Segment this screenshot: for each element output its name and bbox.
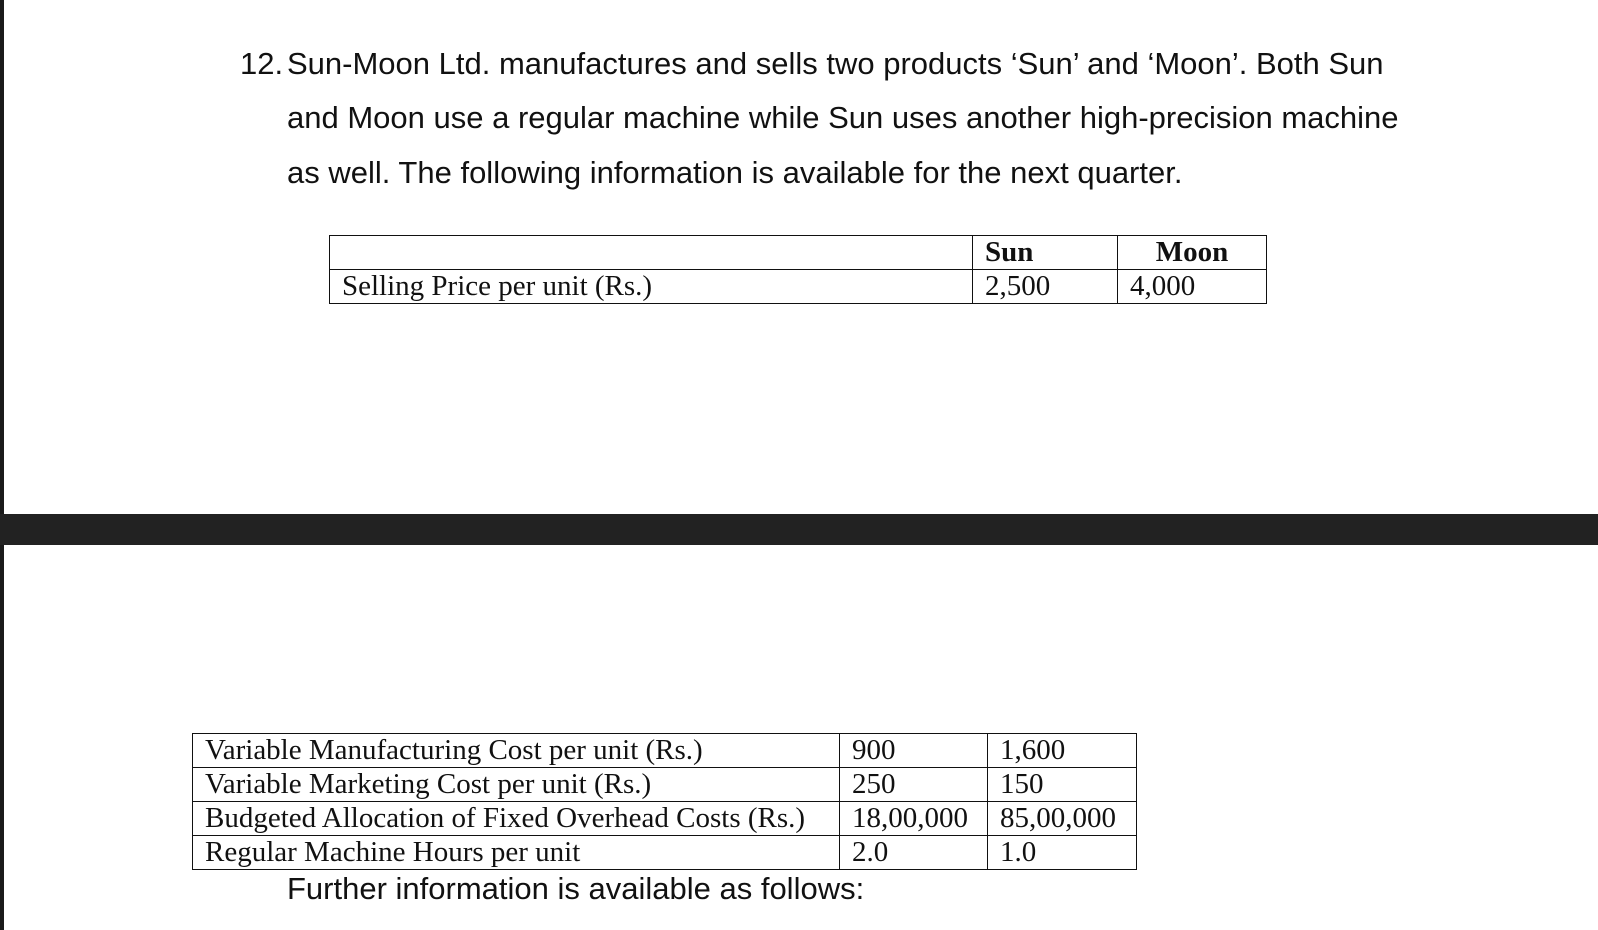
sun-value: 2,500 (973, 270, 1118, 304)
question-number: 12. (240, 46, 284, 81)
sun-value: 900 (840, 734, 988, 768)
sun-value: 18,00,000 (840, 802, 988, 836)
question-line-1: Sun-Moon Ltd. manufactures and sells two products ‘Sun’ and ‘Moon’. Both Sun (287, 46, 1384, 81)
moon-value: 1,600 (988, 734, 1137, 768)
row-label: Selling Price per unit (Rs.) (330, 270, 973, 304)
table-row (193, 768, 1137, 802)
header-moon: Moon (1118, 236, 1267, 270)
table-row (330, 270, 1267, 304)
row-label: Budgeted Allocation of Fixed Overhead Costs (Rs.) (193, 802, 840, 836)
row-label: Variable Marketing Cost per unit (Rs.) (193, 768, 840, 802)
row-label: Variable Manufacturing Cost per unit (Rs.) (193, 734, 840, 768)
question-line-3: as well. The following information is available for the next quarter. (287, 155, 1183, 190)
moon-value: 1.0 (988, 836, 1137, 870)
moon-value: 150 (988, 768, 1137, 802)
table-header-row (330, 236, 1267, 270)
left-edge-bar (0, 0, 4, 930)
moon-value: 85,00,000 (988, 802, 1137, 836)
cost-table (192, 733, 1137, 870)
header-blank-cell (330, 236, 973, 270)
selling-price-table (329, 235, 1267, 304)
sun-value: 250 (840, 768, 988, 802)
table-row (193, 836, 1137, 870)
question-line-2: and Moon use a regular machine while Sun uses another high-precision machine (287, 100, 1399, 135)
moon-value: 4,000 (1118, 270, 1267, 304)
header-sun: Sun (973, 236, 1118, 270)
table-row (193, 802, 1137, 836)
further-info-text: Further information is available as follows: (287, 871, 865, 906)
dark-separator-band (0, 514, 1598, 545)
table-row (193, 734, 1137, 768)
sun-value: 2.0 (840, 836, 988, 870)
row-label: Regular Machine Hours per unit (193, 836, 840, 870)
